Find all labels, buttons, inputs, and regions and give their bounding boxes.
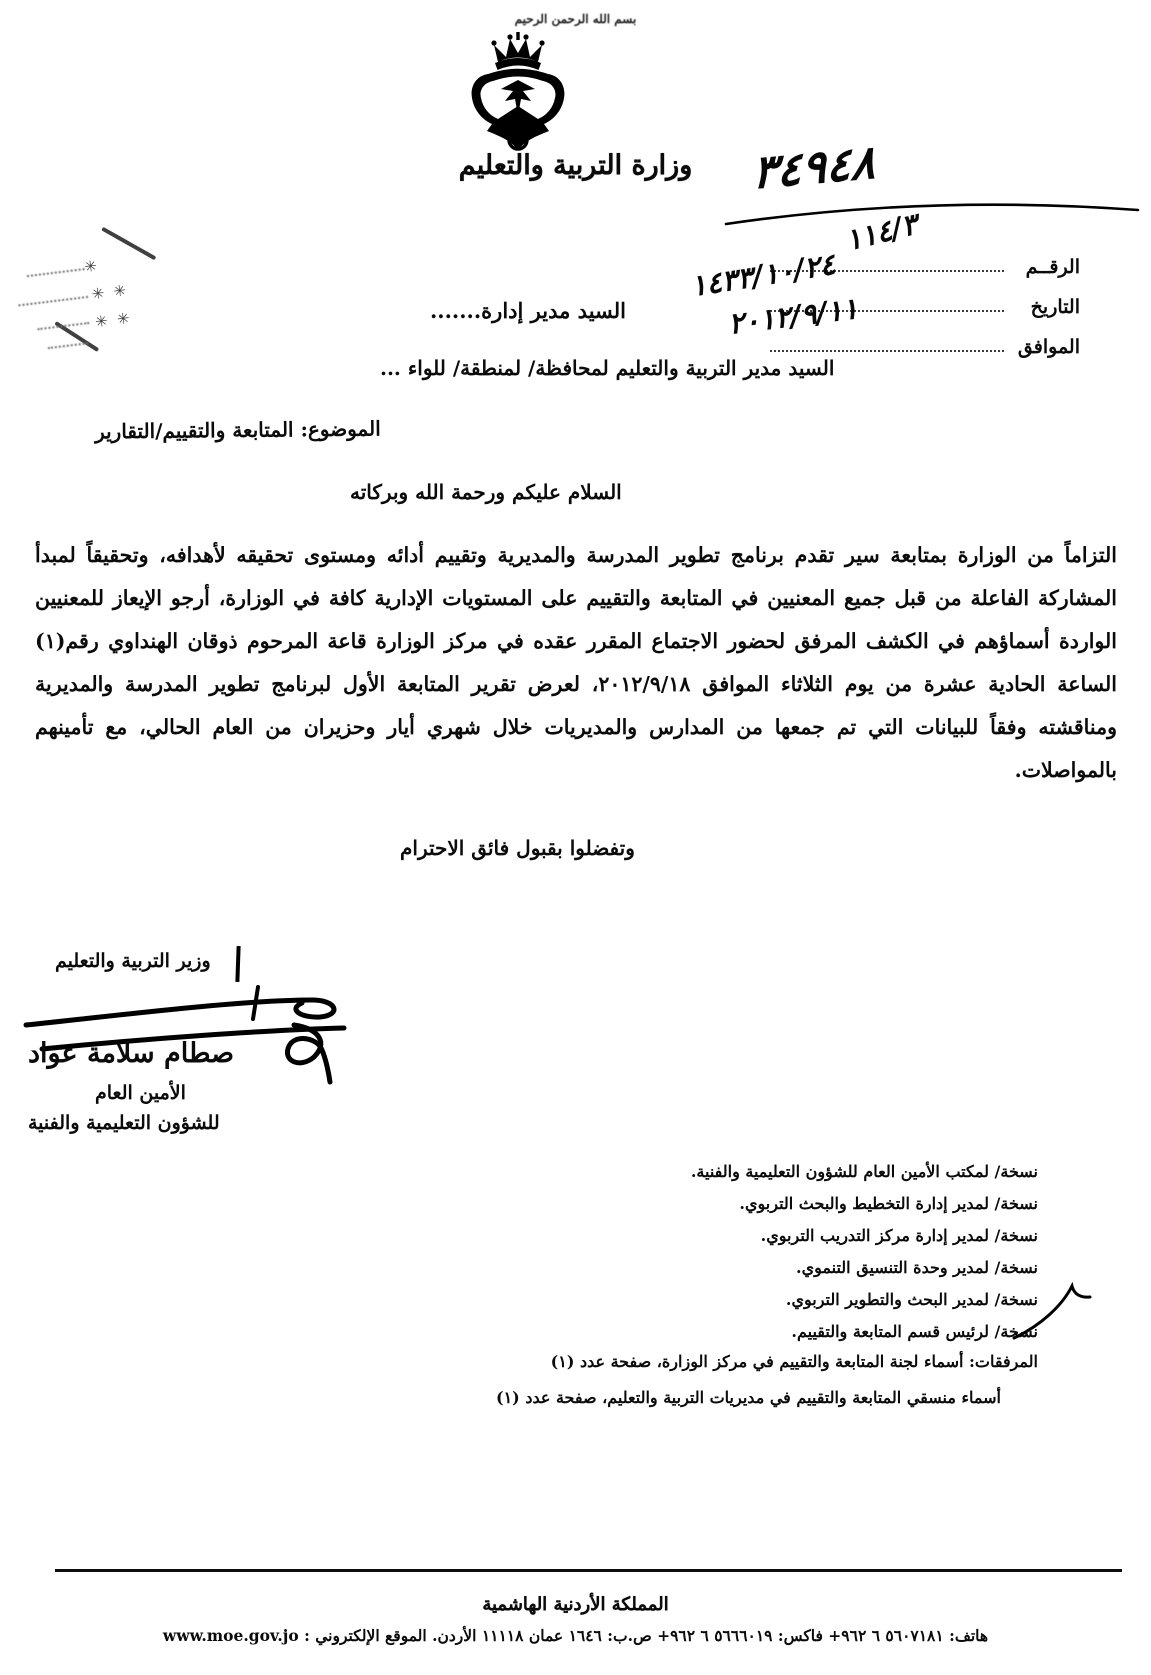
attachments-line: المرفقات: أسماء لجنة المتابعة والتقييم في مركز الوزارة، صفحة عدد (١) — [550, 1352, 1038, 1371]
handwritten-underline-arc — [722, 190, 1142, 234]
addressee-line-1: السيد مدير إدارة....... — [430, 298, 626, 323]
signer-role-secretary-general: الأمين العام — [95, 1082, 186, 1104]
cc-line: نسخة/ لرئيس قسم المتابعة والتقييم. — [791, 1322, 1038, 1341]
cc-line: نسخة/ لمدير إدارة التخطيط والبحث التربوي. — [739, 1194, 1038, 1213]
attachments-line: أسماء منسقي المتابعة والتقييم في مديريات التربية والتعليم، صفحة عدد (١) — [496, 1388, 1001, 1407]
jordan-coat-of-arms-icon — [458, 32, 578, 164]
closing-line: وتفضلوا بقبول فائق الاحترام — [400, 836, 635, 860]
ministry-name-calligraphy: وزارة التربية والتعليم — [458, 150, 693, 181]
stamp-star-icon: ✳ — [90, 283, 106, 304]
field-label-number: الرقــم — [1025, 256, 1080, 278]
footer-divider — [55, 1569, 1122, 1572]
handwritten-number-value: ١١٤/٣ — [841, 206, 921, 258]
handwritten-checkmark — [1012, 1282, 1092, 1346]
signer-role-educational-technical-affairs: للشؤون التعليمية والفنية — [28, 1112, 220, 1134]
subject-line: الموضوع: المتابعة والتقييم/التقارير — [94, 416, 381, 444]
cc-line: نسخة/ لمدير وحدة التنسيق التنموي. — [796, 1258, 1038, 1277]
cc-line: نسخة/ لمكتب الأمين العام للشؤون التعليمية والفنية. — [690, 1162, 1038, 1181]
cc-line: نسخة/ لمدير البحث والتطوير التربوي. — [785, 1290, 1038, 1309]
field-label-corresponding: الموافق — [1017, 336, 1080, 358]
handwritten-hijri-date-value: ١٤٣٣/١٠/٢٤ — [688, 246, 838, 304]
greeting-line: السلام عليكم ورحمة الله وبركاته — [350, 480, 622, 504]
letter-body-paragraph: التزاماً من الوزارة بمتابعة سير تقدم برنامج تطوير المدرسة والمديرية وتقييم أدائه ومستوى تحقيقه لأهدافه، وتحقيقاً لمبدأ المشاركة الفاعلة من قبل جميع المعنيين في المتابعة والتقييم على المستويات الإدارية كافة في الوزارة، أرجو الإيعاز للمعنيين الواردة أسماؤهم في الكشف المرفق لحضور الاجتماع المقرر عقده في مركز الوزارة قاعة المرحوم ذوقان الهنداوي رقم(١) الساعة الحادية عشرة من يوم الثلاثاء الموافق ٢٠١٢/٩/١٨، لعرض تقرير المتابعة الأول لبرنامج تطوير المدرسة والمديرية ومناقشته وفقاً للبيانات التي تم جمعها من المدارس والمديريات خلال شهري أيار وحزيران من العام الحالي، مع تأمينهم بالمواصلات. — [35, 543, 1117, 782]
stamp-star-icon: ✳ — [112, 281, 128, 301]
footer-kingdom-name: المملكة الأردنية الهاشمية — [482, 1594, 669, 1615]
signer-name: صطام سلامة عواد — [28, 1038, 235, 1069]
dotted-leader — [770, 350, 1004, 352]
field-label-date: التاريخ — [1030, 296, 1080, 318]
stamp-star-icon: ✳ — [115, 309, 131, 329]
cc-line: نسخة/ لمدير إدارة مركز التدريب التربوي. — [760, 1226, 1038, 1245]
stamp-star-icon: ✳ — [94, 311, 109, 332]
signer-title-minister: وزير التربية والتعليم — [55, 950, 211, 972]
footer-contact-info: هاتف: ٥٦٠٧١٨١ ٦ ٩٦٢+ فاكس: ٥٦٦٦٠١٩ ٦ ٩٦٢+ ص.ب: ١٦٤٦ عمان ١١١١٨ الأردن. الموقع الإلكتروني : www.moe.gov.jo — [162, 1626, 989, 1645]
addressee-line-2: السيد مدير التربية والتعليم لمحافظة/ لمنطقة/ للواء ... — [380, 356, 835, 380]
stamp-star-icon: ✳ — [83, 256, 98, 277]
handwritten-reference-number: ٣٤٩٤٨ — [751, 134, 876, 200]
basmala-calligraphy: بسم الله الرحمن الرحيم — [514, 12, 637, 26]
handwritten-gregorian-date-value: ٢٠١٢/٩/١١ — [726, 291, 860, 341]
handwritten-stroke — [235, 946, 240, 982]
received-stamp — [6, 233, 168, 360]
